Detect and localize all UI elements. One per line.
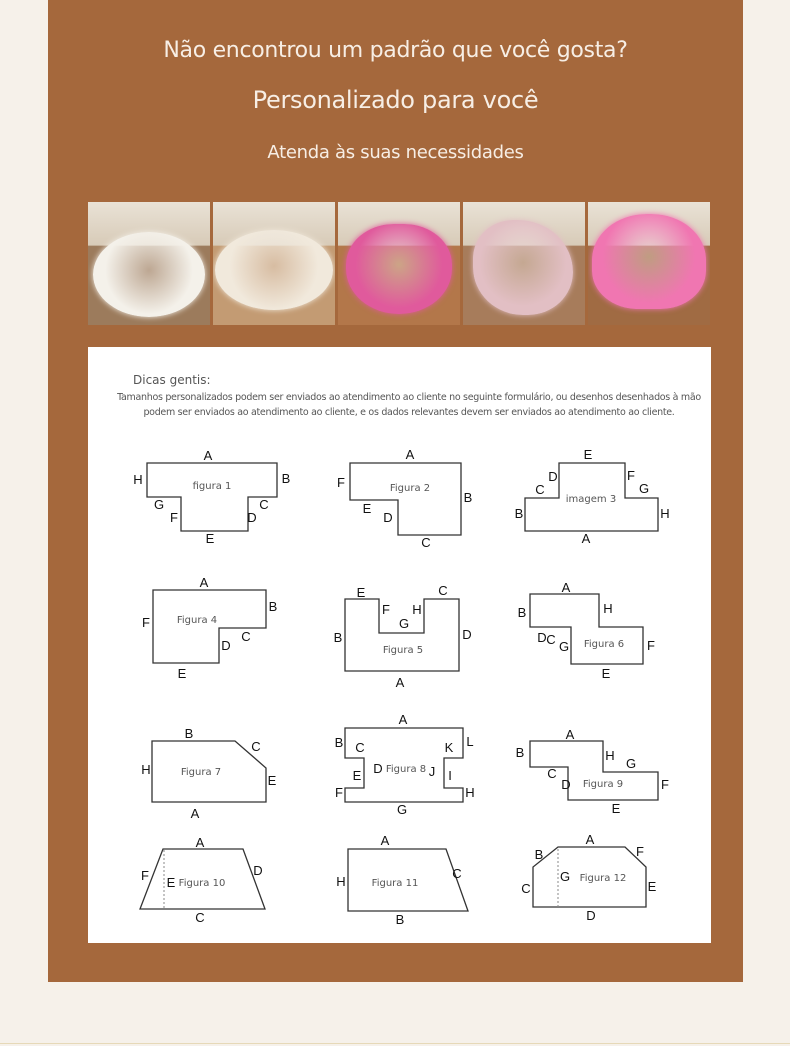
figure-12-label: C: [521, 881, 531, 896]
double-heart-pink-rug-photo: [588, 202, 710, 325]
figure-10-label: F: [141, 868, 149, 883]
figure-4-label: B: [268, 599, 278, 614]
figure-12-label: D: [586, 908, 596, 923]
figure-11-label: H: [336, 874, 346, 889]
figure-7-label: C: [251, 739, 261, 754]
oval-cream-rug: [215, 230, 333, 310]
figure-2: [337, 447, 472, 550]
figure-5-label: D: [462, 627, 472, 642]
round-white-rug: [93, 232, 205, 317]
figure-8-label: F: [335, 785, 343, 800]
figure-11-label: B: [395, 912, 405, 927]
figure-4-label: A: [199, 575, 209, 590]
figure-4: [142, 575, 277, 681]
figure-8-label: B: [334, 735, 344, 750]
figure-2-outline: [350, 463, 461, 535]
figure-5: [334, 583, 472, 690]
figure-10-label: E: [166, 875, 176, 890]
figure-1-label: G: [153, 497, 165, 512]
sheepskin-pink-rug-photo: [463, 202, 585, 325]
figure-1-label: D: [247, 510, 257, 525]
figure-9-label: A: [565, 727, 575, 742]
figure-5-label: E: [356, 585, 366, 600]
tips-body: Tamanhos personalizados podem ser enviados ao atendimento ao cliente no seguinte formulário, ou desenhos desenhados à mão podem ser enviados ao atendimento ao cliente, e os dados relevantes devem ser enviados ao atendimento ao cliente.: [117, 392, 701, 418]
figure-12-label: G: [559, 869, 571, 884]
figure-6-label: C: [546, 632, 556, 647]
figure-1-label: E: [205, 531, 215, 546]
figure-12-label: A: [585, 832, 595, 847]
figure-5-label: A: [395, 675, 405, 690]
bottom-divider: [0, 1043, 790, 1044]
sheepskin-pink-rug: [473, 220, 573, 315]
figure-8-label: H: [465, 785, 475, 800]
figure-1-label: B: [281, 471, 291, 486]
figure-5-label: H: [412, 602, 422, 617]
figure-7-label: B: [184, 726, 194, 741]
figure-9-label: E: [611, 801, 621, 816]
figure-1-label: H: [133, 472, 143, 487]
figure-4-outline: [153, 590, 266, 663]
figure-8-label: L: [466, 734, 474, 749]
figure-9-caption: Figura 9: [582, 779, 624, 790]
figure-4-label: C: [241, 629, 251, 644]
figure-6-label: B: [517, 605, 527, 620]
figure-6-caption: Figura 6: [583, 639, 625, 650]
figure-4-label: E: [177, 666, 187, 681]
figure-8-label: I: [448, 768, 452, 783]
figure-6-outline: [530, 594, 643, 664]
main-panel: [48, 0, 743, 982]
figure-12-caption: Figura 12: [579, 873, 627, 884]
figure-9-label: D: [561, 777, 571, 792]
figure-3-label: F: [627, 468, 635, 483]
figure-1-caption: figura 1: [192, 481, 232, 492]
figure-7-label: H: [141, 762, 151, 777]
figure-2-label: A: [405, 447, 415, 462]
shape-diagrams: [88, 347, 711, 943]
figure-2-label: E: [362, 501, 372, 516]
figure-11-caption: Figura 11: [371, 878, 419, 889]
figure-8: [335, 712, 475, 817]
figure-1-label: F: [170, 510, 178, 525]
figure-3-label: B: [514, 506, 524, 521]
figure-11: [336, 833, 468, 927]
figure-8-caption: Figura 8: [385, 764, 427, 775]
figure-9-label: F: [661, 777, 669, 792]
figure-9: [516, 727, 669, 816]
figure-5-label: C: [438, 583, 448, 598]
figure-12-label: E: [647, 879, 657, 894]
figure-9-label: H: [605, 748, 615, 763]
figure-8-label: J: [428, 764, 436, 779]
figure-12-label: B: [534, 847, 544, 862]
oval-cream-rug-photo: [213, 202, 335, 325]
figure-6-label: A: [561, 580, 571, 595]
headline-question: Não encontrou um padrão que você gosta?: [163, 38, 628, 63]
figure-9-label: C: [547, 766, 557, 781]
figure-1-label: A: [203, 448, 213, 463]
headline-needs: Atenda às suas necessidades: [267, 142, 524, 163]
figure-8-label: A: [398, 712, 408, 727]
tips-title: Dicas gentis:: [133, 373, 211, 387]
figure-6-label: H: [603, 601, 613, 616]
heart-pink-rug: [346, 224, 452, 314]
figure-10-caption: Figura 10: [178, 878, 226, 889]
figure-2-caption: Figura 2: [389, 483, 431, 494]
figure-3-label: E: [583, 447, 593, 462]
figure-4-label: D: [221, 638, 231, 653]
figure-2-label: C: [421, 535, 431, 550]
figure-10: [140, 835, 265, 925]
figure-3: [515, 447, 670, 546]
heart-pink-rug-photo: [338, 202, 460, 325]
figure-1-outline: [147, 463, 277, 531]
figure-2-label: B: [463, 490, 473, 505]
round-white-rug-photo: [88, 202, 210, 325]
figure-7: [141, 726, 276, 821]
figure-6-label: G: [558, 639, 570, 654]
figure-2-label: F: [337, 475, 345, 490]
figure-1: [133, 448, 290, 546]
figure-3-caption: imagem 3: [565, 494, 617, 505]
figure-3-label: D: [548, 469, 558, 484]
figure-7-label: E: [267, 773, 277, 788]
figure-4-caption: Figura 4: [176, 615, 218, 626]
figure-5-caption: Figura 5: [382, 645, 424, 656]
figure-1-label: C: [259, 497, 269, 512]
figure-8-label: E: [352, 768, 362, 783]
figure-4-label: F: [142, 615, 150, 630]
figure-5-label: B: [333, 630, 343, 645]
figure-3-label: C: [535, 482, 545, 497]
figure-11-label: A: [380, 833, 390, 848]
figure-5-outline: [345, 599, 459, 671]
figure-7-caption: Figura 7: [180, 767, 222, 778]
size-guide-sheet: [88, 347, 711, 943]
figure-8-label: D: [373, 761, 383, 776]
figure-6: [518, 580, 655, 681]
figure-6-label: E: [601, 666, 611, 681]
headline-custom: Personalizado para você: [252, 86, 539, 114]
figure-6-label: D: [537, 630, 547, 645]
figure-3-label: G: [638, 481, 650, 496]
figure-2-label: D: [383, 510, 393, 525]
figure-8-label: C: [355, 740, 365, 755]
figure-9-label: G: [625, 756, 637, 771]
figure-11-label: C: [452, 866, 462, 881]
figure-5-label: F: [382, 602, 390, 617]
figure-6-label: F: [647, 638, 655, 653]
figure-12: [521, 832, 656, 923]
figure-10-label: D: [253, 863, 263, 878]
figure-10-label: A: [195, 835, 205, 850]
figure-3-label: H: [660, 506, 670, 521]
figure-8-label: K: [444, 740, 454, 755]
product-photo-strip: [88, 202, 710, 325]
figure-7-label: A: [190, 806, 200, 821]
figure-9-label: B: [515, 745, 525, 760]
figure-5-label: G: [398, 616, 410, 631]
double-heart-pink-rug: [592, 214, 706, 309]
figure-8-label: G: [396, 802, 408, 817]
figure-10-label: C: [195, 910, 205, 925]
figure-12-label: F: [636, 844, 644, 859]
figure-3-label: A: [581, 531, 591, 546]
